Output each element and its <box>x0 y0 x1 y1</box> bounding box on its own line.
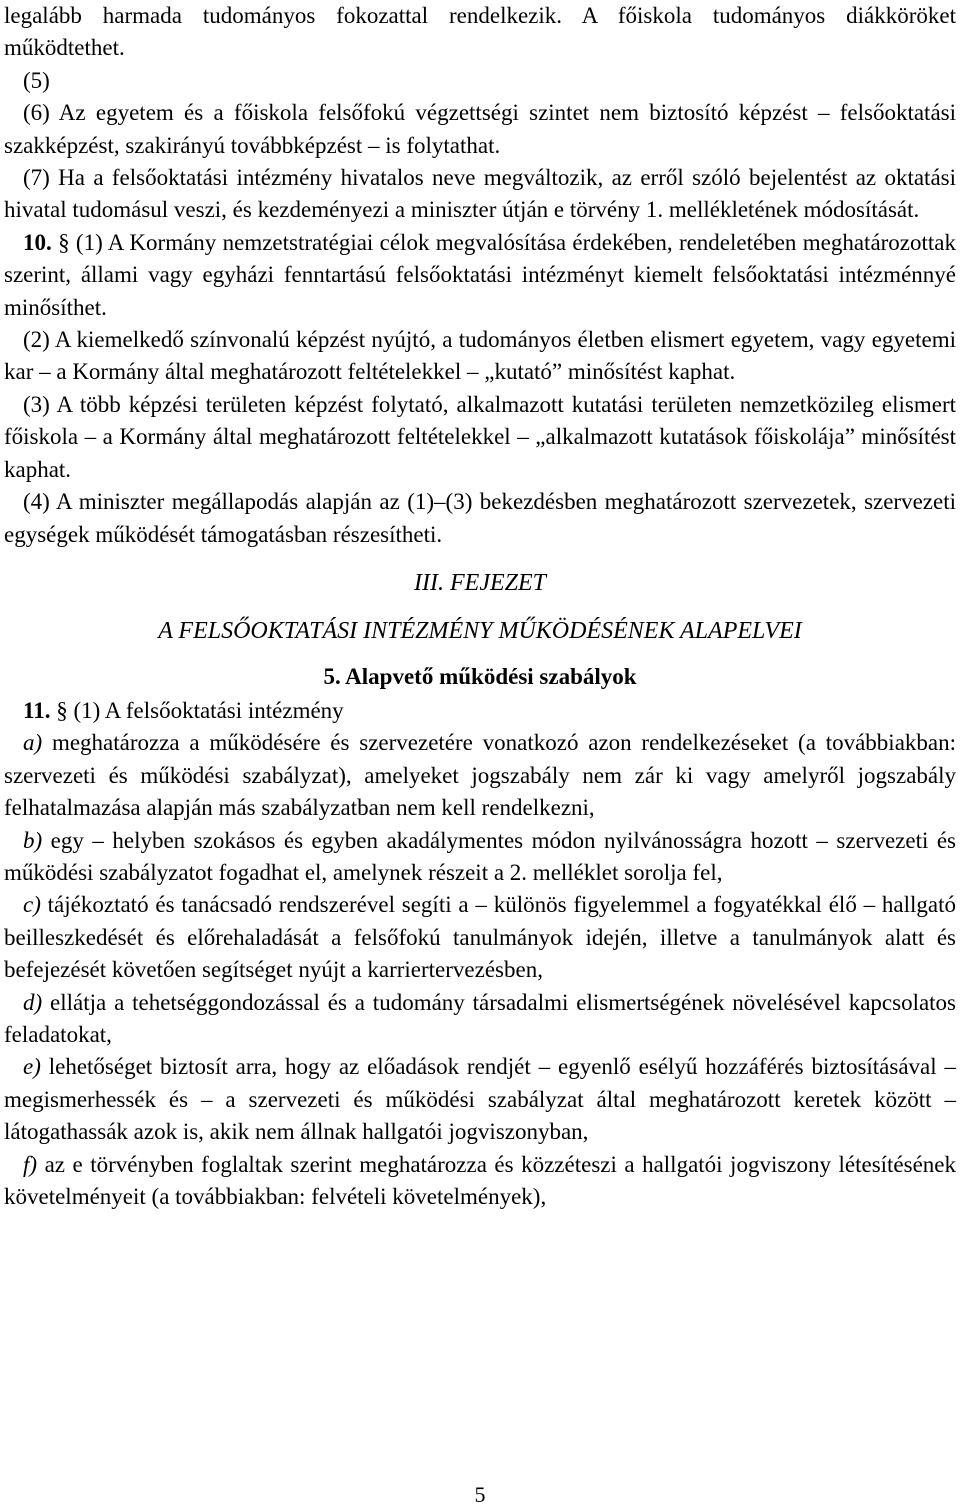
item-text: ellátja a tehetséggondozással és a tudomány társadalmi elismertségének növelésével kapcsolatos feladatokat, <box>4 989 957 1047</box>
chapter-title: A FELSŐOKTATÁSI INTÉZMÉNY MŰKÖDÉSÉNEK ALAPELVEI <box>158 617 802 644</box>
list-item-c <box>4 889 956 986</box>
section-10-paragraph-3: (3) A több képzési területen képzést folytató, alkalmazott kutatási területen nemzetközileg elismert főiskola – a Kormány által meghatározott feltételekkel – „alkalmazott kutatások főiskolája” minősítést kaphat. <box>4 391 956 482</box>
item-letter: c) <box>23 892 41 918</box>
section-10-text: (1) A Kormány nemzetstratégiai célok megvalósítása érdekében, rendeletében meghatározottak szerint, állami vagy egyházi fenntartású felsőoktatási intézményt kiemelt felsőoktatási intézménnyé minősíthet. <box>4 229 957 320</box>
paragraph-6: (6) Az egyetem és a főiskola felsőfokú végzettségi szintet nem biztosító képzést – felsőoktatási szakképzést, szakirányú továbbképzést – is folytathat. <box>4 100 956 158</box>
section-10-paragraph-4: (4) A miniszter megállapodás alapján az (1)–(3) bekezdésben meghatározott szervezetek, szervezeti egységek működését támogatásban részesítheti. <box>4 489 956 547</box>
item-letter: d) <box>23 989 43 1015</box>
page-number: 5 <box>474 1482 486 1507</box>
document-page <box>4 0 956 1213</box>
section-11-paragraph-1 <box>4 695 956 727</box>
item-text: az e törvényben foglaltak szerint meghatározza és közzéteszi a hallgatói jogviszony létesítésének követelményeit (a továbbiakban: felvételi követelmények), <box>4 1151 957 1209</box>
list-item-b <box>4 825 956 890</box>
list-item-f <box>4 1149 956 1214</box>
section-symbol: § <box>58 229 70 255</box>
item-text: meghatározza a működésére és szervezetére vonatkozó azon rendelkezéseket (a továbbiakban: szervezeti és működési szabályzat), amelyeket jogszabály nem zár ki vagy amelyről jogszabály felhatalmazása alapján más szabályzatban nem kell rendelkezni, <box>4 730 956 821</box>
list-item-e <box>4 1051 956 1148</box>
paragraph-5: (5) <box>23 67 50 93</box>
item-text: egy – helyben szokásos és egyben akadálymentes módon nyilvánosságra hozott – szervezeti és működési szabályzatot fogadhat el, amelynek részeit a 2. melléklet sorolja fel, <box>4 827 957 885</box>
item-text: tájékoztató és tanácsadó rendszerével segíti a – különös figyelemmel a fogyatékkal élő – hallgató beilleszkedését és előrehaladását a felsőfokú tanulmányok idején, illetve a tanulmányok alatt és befejezését követően segítséget nyújt a karriertervezésben, <box>4 892 956 983</box>
item-letter: e) <box>23 1054 41 1080</box>
chapter-number: III. FEJEZET <box>414 569 546 596</box>
item-text: lehetőséget biztosít arra, hogy az előadások rendjét – egyenlő esélyű hozzáférés biztosításával – megismerhessék és – a szervezeti és működési szabályzat által meghatározott keretek között – látogathassák azok is, akik nem állnak hallgatói jogviszonyban, <box>4 1054 956 1145</box>
section-10-paragraph-2: (2) A kiemelkedő színvonalú képzést nyújtó, a tudományos életben elismert egyetem, vagy egyetemi kar – a Kormány által meghatározott feltételekkel – „kutató” minősítést kaphat. <box>4 327 956 385</box>
item-letter: b) <box>23 827 43 853</box>
list-item-a <box>4 727 956 824</box>
section-11-text: (1) A felsőoktatási intézmény <box>73 697 344 723</box>
list-item-d <box>4 987 956 1052</box>
paragraph-continued: legalább harmada tudományos fokozattal rendelkezik. A főiskola tudományos diákköröket működtethet. <box>4 3 956 61</box>
item-letter: f) <box>23 1151 38 1177</box>
section-symbol: § <box>56 697 68 723</box>
paragraph-7: (7) Ha a felsőoktatási intézmény hivatalos neve megváltozik, az erről szóló bejelentést az oktatási hivatal tudomásul veszi, és kezdeményezi a miniszter útján e törvény 1. mellékletének módosítását. <box>4 165 956 223</box>
section-10-number: 10. <box>23 229 52 255</box>
section-11-number: 11. <box>23 697 51 723</box>
subheading: 5. Alapvető működési szabályok <box>323 663 637 689</box>
section-10-paragraph-1 <box>4 227 956 324</box>
item-letter: a) <box>23 730 43 756</box>
